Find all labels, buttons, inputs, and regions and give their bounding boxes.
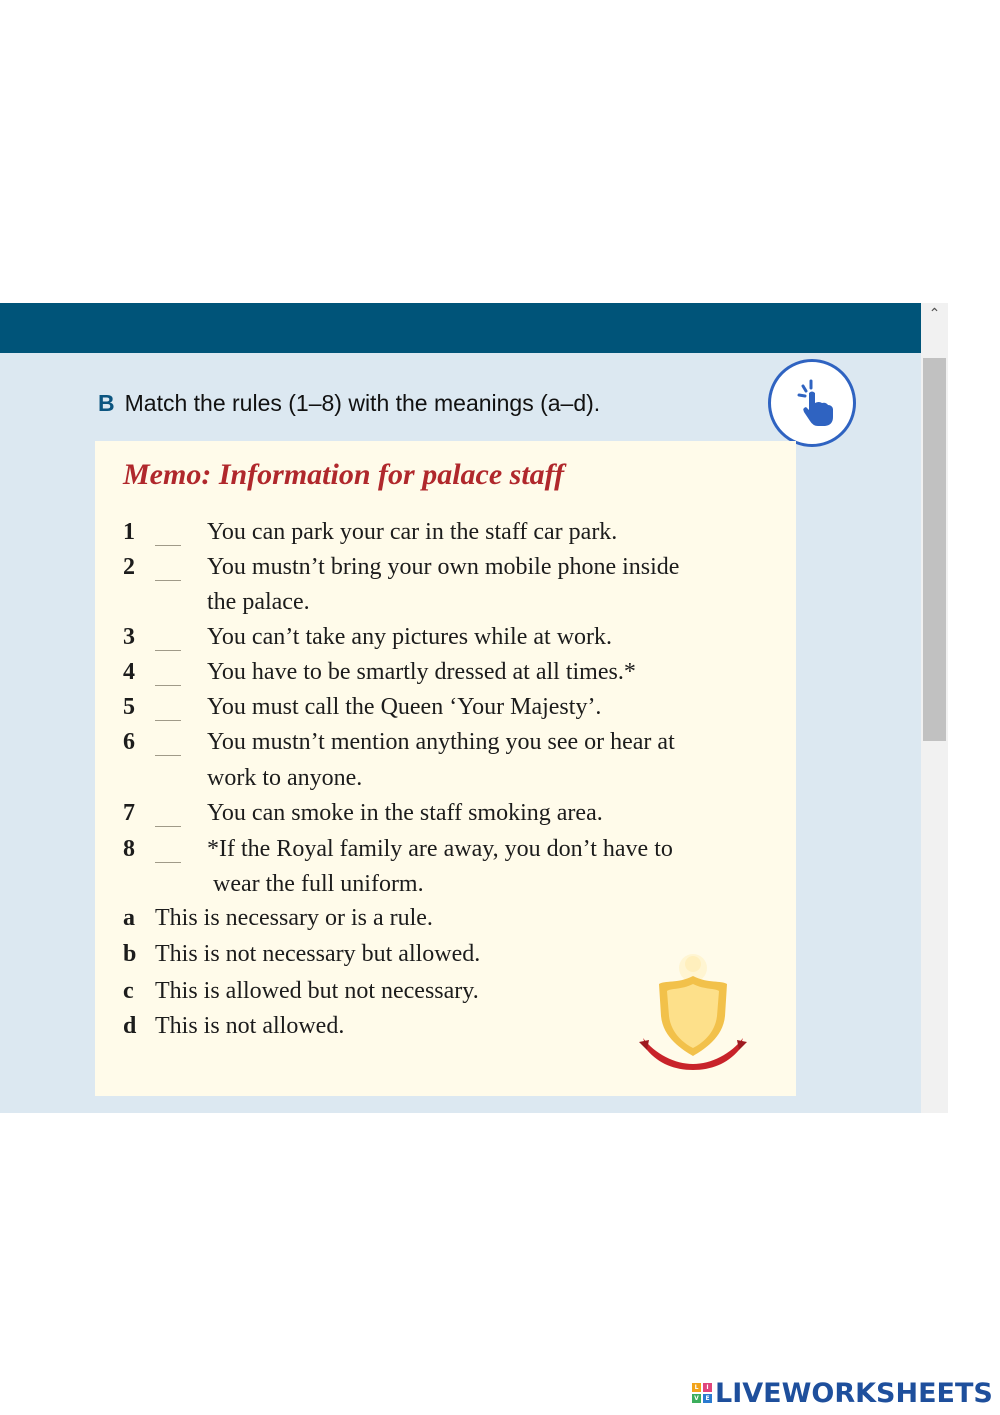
meaning-text: This is necessary or is a rule. [155,905,433,931]
royal-crest-icon [635,946,755,1076]
meaning-letter: c [123,978,134,1004]
rule-number: 4 [123,659,135,685]
rule-number: 1 [123,519,135,545]
rule-answer-blank[interactable] [153,550,185,585]
meaning-text: This is not allowed. [155,1013,345,1039]
chevron-up-icon: ⌃ [928,305,941,321]
rule-answer-blank[interactable] [153,690,185,725]
memo-title: Memo: Information for palace staff [123,458,565,491]
tap-hand-button[interactable] [768,359,856,447]
tap-hand-icon [771,362,853,444]
instruction-text: Match the rules (1–8) with the meanings (a–d). [124,390,601,416]
rule-text: You have to be smartly dressed at all times.* [207,659,636,685]
meaning-text: This is allowed but not necessary. [155,978,479,1004]
rule-answer-blank[interactable] [153,832,185,867]
meaning-text: This is not necessary but allowed. [155,941,481,967]
meaning-letter: b [123,941,137,967]
rule-text-continued: wear the full uniform. [213,871,424,897]
rule-number: 7 [123,800,135,826]
exercise-instruction [98,390,600,417]
rule-text: You must call the Queen ‘Your Majesty’. [207,694,602,720]
rule-text: You mustn’t bring your own mobile phone inside [207,554,680,580]
liveworksheets-logo [692,1378,993,1408]
rule-text: *If the Royal family are away, you don’t have to [207,836,673,862]
rule-number: 3 [123,624,135,650]
rule-text: You can smoke in the staff smoking area. [207,800,603,826]
memo-box [95,441,796,1096]
rule-text: You can park your car in the staff car park. [207,519,618,545]
rule-number: 6 [123,729,135,755]
rule-number: 5 [123,694,135,720]
logo-text: LIVEWORKSHEETS [715,1377,993,1409]
meaning-letter: a [123,905,135,931]
scrollbar-thumb[interactable] [923,358,946,741]
logo-grid-icon: L I V E [692,1383,712,1403]
rule-text-continued: work to anyone. [207,765,363,791]
header-bar [0,303,921,353]
rule-answer-blank[interactable] [153,725,185,760]
rule-text: You mustn’t mention anything you see or hear at [207,729,675,755]
rule-text: You can’t take any pictures while at work. [207,624,613,650]
rule-answer-blank[interactable] [153,796,185,831]
rule-number: 2 [123,554,135,580]
rule-answer-blank[interactable] [153,620,185,655]
rule-answer-blank[interactable] [153,515,185,550]
rule-number: 8 [123,836,135,862]
rule-text-continued: the palace. [207,589,310,615]
exercise-letter: B [98,390,115,416]
meaning-letter: d [123,1013,137,1039]
scroll-up-button[interactable] [921,303,948,325]
rule-answer-blank[interactable] [153,655,185,690]
